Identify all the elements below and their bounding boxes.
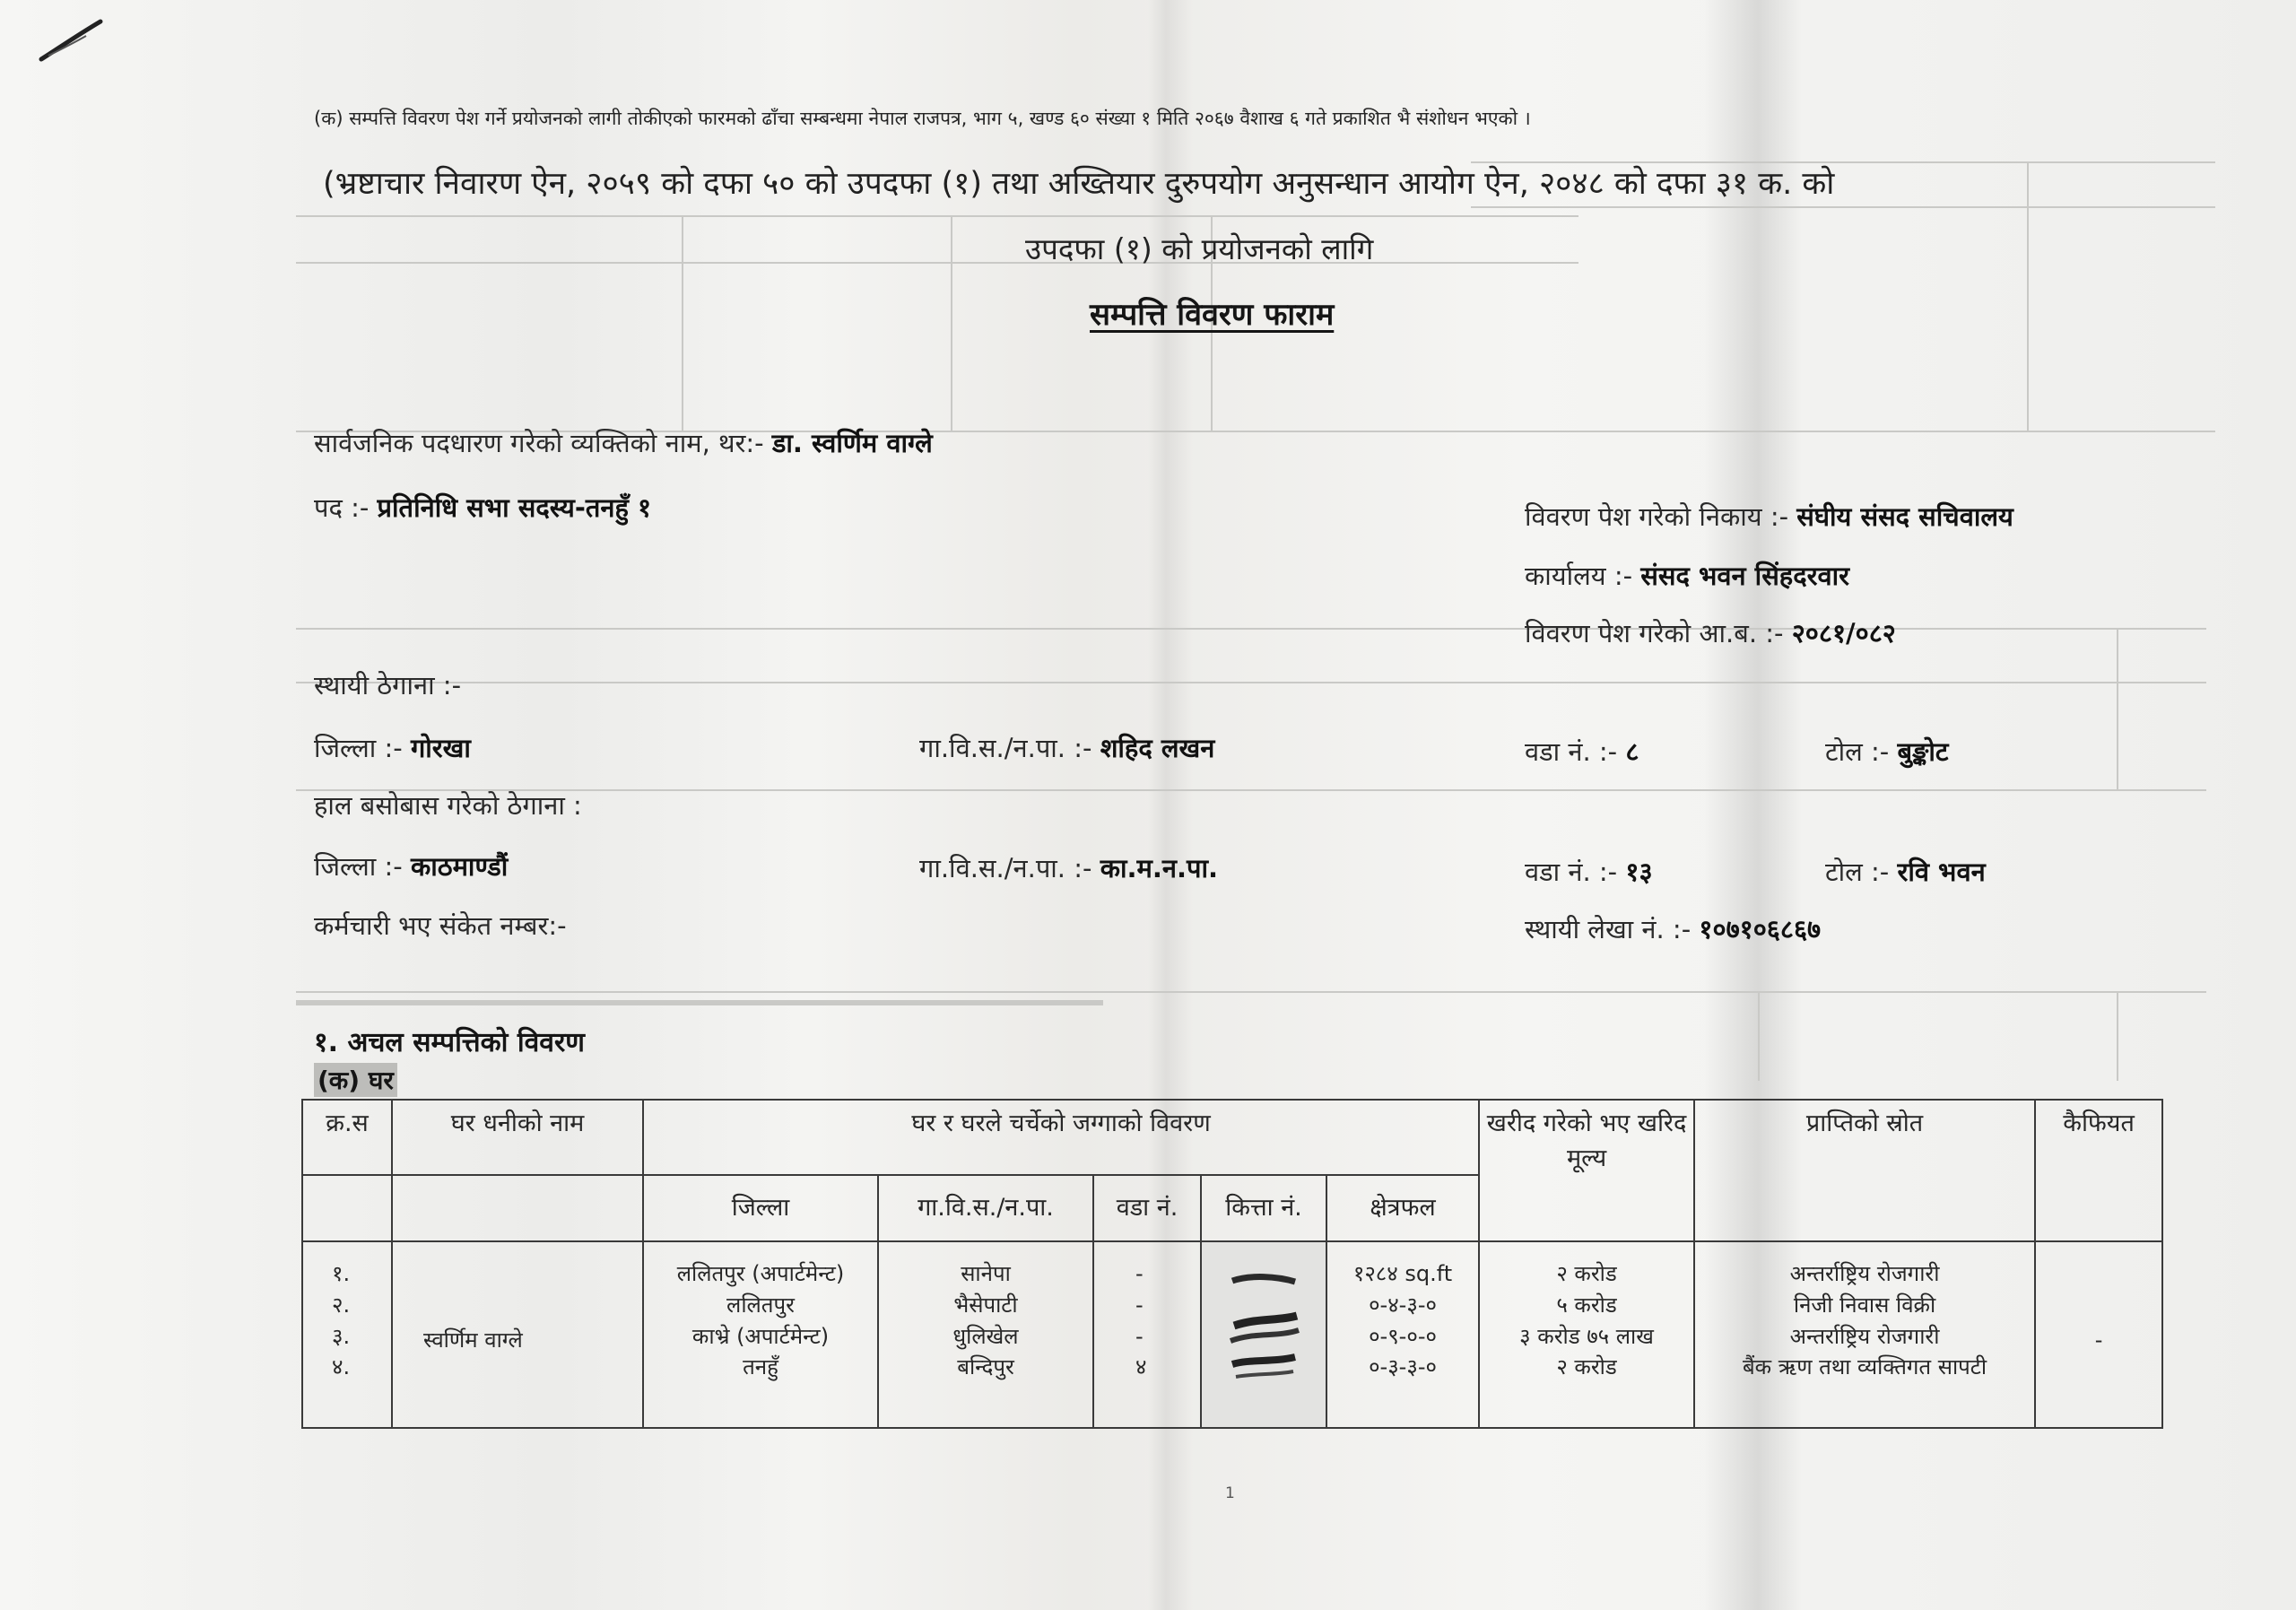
subsection-title: (क) घर [314,1063,397,1097]
area-value: ०-३-३-० [1369,1354,1437,1380]
vdc-value: बन्दिपुर [957,1354,1014,1380]
current-district-row [314,849,508,883]
sn-cell [302,1241,392,1428]
ward-label: वडा नं. :- [1525,736,1618,767]
price-value: २ करोड [1556,1261,1617,1286]
current-ward: १३ [1625,857,1653,887]
permanent-ward: ८ [1625,736,1639,767]
col-header-owner-empty [392,1175,643,1241]
agency-value: संघीय संसद सचिवालय [1796,501,2013,532]
fiscal-year-label: विवरण पेश गरेको आ.ब. :- [1525,618,1784,648]
act-reference-line-2: उपदफा (१) को प्रयोजनको लागि [1025,231,1374,266]
name-row [314,425,933,460]
col-header-price: खरीद गरेको भए खरिद मूल्य [1479,1100,1694,1241]
vdc-label: गा.वि.स./न.पा. :- [919,853,1092,883]
employee-code-label: कर्मचारी भए संकेत नम्बर:- [314,910,567,941]
area-value: ०-४-३-० [1369,1292,1437,1318]
permanent-tole-row [1825,734,1949,769]
source-value: बैंक ऋण तथा व्यक्तिगत सापटी [1742,1354,1987,1380]
col-header-district: जिल्ला [643,1175,878,1241]
source-value: निजी निवास विक्री [1793,1292,1936,1318]
sn-value: ३. [332,1323,351,1349]
post-label: पद :- [314,492,370,523]
col-header-source: प्राप्तिको स्रोत [1694,1100,2035,1241]
form-title: सम्पत्ति विवरण फाराम [1090,297,1335,333]
ward-label: वडा नं. :- [1525,857,1618,887]
price-value: २ करोड [1556,1354,1617,1380]
office-value: संसद भवन सिंहदरवार [1640,561,1849,591]
current-tole-row [1825,854,1986,889]
district-label: जिल्ला :- [314,733,403,763]
tole-label: टोल :- [1825,736,1890,767]
district-label: जिल्ला :- [314,851,403,882]
current-district: काठमाण्डौं [410,851,509,882]
agency-row [1525,499,2013,534]
source-value: अन्तर्राष्ट्रिय रोजगारी [1789,1261,1940,1286]
vdc-cell [878,1241,1093,1428]
area-cell [1326,1241,1479,1428]
permanent-address-heading: स्थायी ठेगाना :- [314,670,462,701]
permanent-district-row [314,730,471,765]
permanent-vdc-row [919,730,1214,765]
col-header-detail-group: घर र घरले चर्चेको जग्गाको विवरण [643,1100,1479,1175]
post-row [314,490,651,525]
redaction-scribble-icon [1223,1258,1304,1393]
table-row [302,1241,2162,1428]
district-value: ललितपुर [726,1292,795,1318]
district-value: तनहुँ [743,1354,778,1380]
sn-value: ४. [332,1354,351,1380]
agency-label: विवरण पेश गरेको निकाय :- [1525,501,1789,532]
ward-value: - [1135,1261,1144,1286]
section-title: १. अचल सम्पत्तिको विवरण [314,1027,585,1058]
ward-value: ४ [1135,1354,1147,1380]
vdc-value: भैसेपाटी [953,1292,1018,1318]
ward-cell [1093,1241,1201,1428]
permanent-tole: बुङ्कोट [1897,736,1949,767]
district-value: काभ्रे (अपार्टमेन्ट) [691,1323,830,1349]
pen-mark-icon [36,13,117,66]
current-tole: रवि भवन [1897,857,1986,887]
price-value: ५ करोड [1556,1292,1617,1318]
col-header-sn-empty [302,1175,392,1241]
source-value: अन्तर्राष्ट्रिय रोजगारी [1789,1323,1940,1349]
permanent-vdc: शहिद लखन [1100,733,1215,763]
pan-row [1525,911,1821,946]
current-ward-row [1525,854,1653,889]
permanent-district: गोरखा [410,733,471,763]
vdc-value: धुलिखेल [952,1323,1019,1349]
col-header-vdc: गा.वि.स./न.पा. [878,1175,1093,1241]
col-header-sn: क्र.स [302,1100,392,1175]
district-cell [643,1241,878,1428]
pan-label: स्थायी लेखा नं. :- [1525,914,1692,944]
house-table [301,1099,2163,1429]
remarks-cell: - [2035,1241,2162,1428]
office-label: कार्यालय :- [1525,561,1633,591]
official-name: डा. स्वर्णिम वाग्ले [771,428,933,458]
gazette-note: (क) सम्पत्ति विवरण पेश गर्ने प्रयोजनको लागी तोकीएको फारमको ढाँचा सम्बन्धमा नेपाल राजपत्र, भाग ५, खण्ड ६० संख्या १ मिति २०६७ वैशाख ६ गते प्रकाशित भै संशोधन भएको । [314,108,1531,129]
col-header-owner: घर धनीको नाम [392,1100,643,1175]
current-vdc-row [919,850,1218,885]
tole-label: टोल :- [1825,857,1890,887]
area-value: १२८४ sq.ft [1352,1261,1453,1286]
sn-value: २. [332,1292,351,1318]
vdc-label: गा.वि.स./न.पा. :- [919,733,1092,763]
ward-value: - [1135,1292,1144,1318]
pan-value: १०७१०६८६७ [1699,914,1822,944]
ward-value: - [1135,1323,1144,1349]
col-header-ward: वडा नं. [1093,1175,1201,1241]
vdc-value: सानेपा [961,1261,1011,1286]
post-value: प्रतिनिधि सभा सदस्य-तनहुँ १ [377,492,652,523]
kitta-cell-redacted [1201,1241,1326,1428]
fiscal-year-row [1525,615,1896,650]
district-value: ललितपुर (अपार्टमेन्ट) [676,1261,845,1286]
col-header-area: क्षेत्रफल [1326,1175,1479,1241]
area-value: ०-९-०-० [1369,1323,1437,1349]
source-cell [1694,1241,2035,1428]
permanent-ward-row [1525,734,1639,769]
price-cell [1479,1241,1694,1428]
fiscal-year-value: २०८१/०८२ [1791,618,1896,648]
sn-value: १. [332,1261,351,1286]
price-value: ३ करोड ७५ लाख [1519,1323,1654,1349]
act-reference-line: (भ्रष्टाचार निवारण ऐन, २०५९ को दफा ५० को उपदफा (१) तथा अख्तियार दुरुपयोग अनुसन्धान आयोग ऐन, २०४८ को दफा ३१ क. को [323,166,1835,202]
col-header-kitta: कित्ता नं. [1201,1175,1326,1241]
col-header-remarks: कैफियत [2035,1100,2162,1241]
current-address-heading: हाल बसोबास गरेको ठेगाना : [314,790,582,821]
name-label: सार्वजनिक पदधारण गरेको व्यक्तिको नाम, थर:- [314,428,764,458]
page-number: 1 [1225,1484,1235,1502]
owner-cell: स्वर्णिम वाग्ले [392,1241,643,1428]
current-vdc: का.म.न.पा. [1100,853,1218,883]
office-row [1525,558,1849,593]
